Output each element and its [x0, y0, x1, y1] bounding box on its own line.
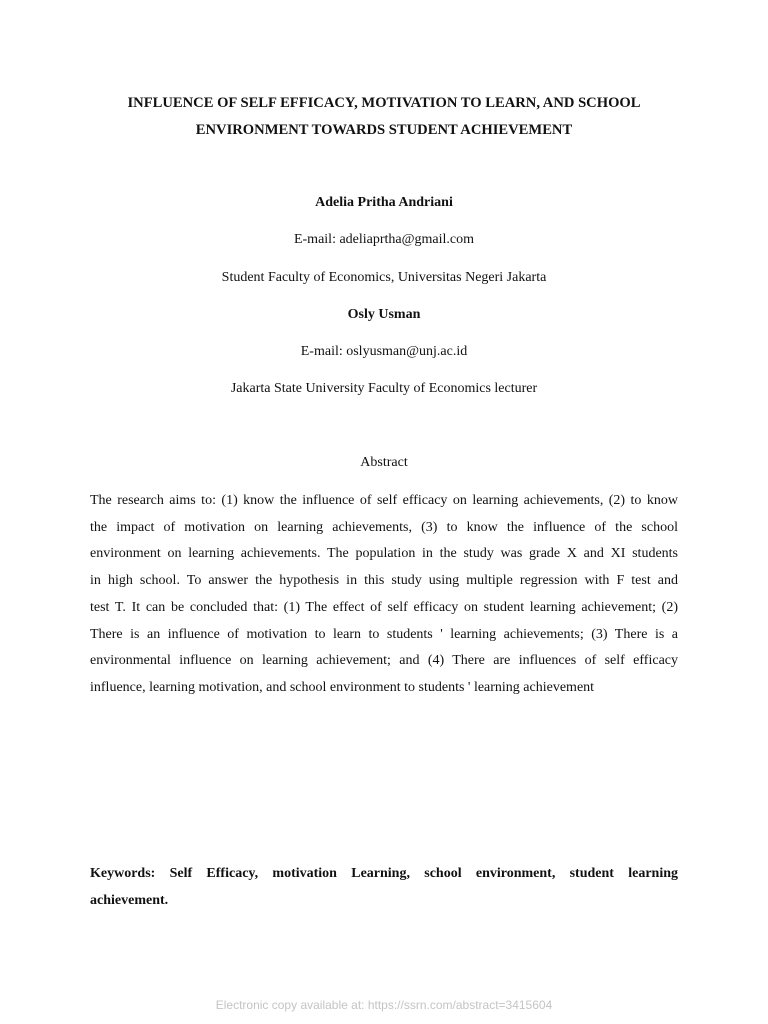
abstract-body	[90, 488, 678, 702]
paper-title	[90, 90, 678, 144]
author-1-email[interactable]: E-mail: adeliaprtha@gmail.com	[293, 232, 475, 247]
abstract-line: The research aims to: (1) know the influence of self efficacy on learning achievements, (2) to know	[90, 493, 678, 508]
paper-title-line-1: INFLUENCE OF SELF EFFICACY, MOTIVATION TO LEARN, AND SCHOOL	[127, 95, 641, 111]
abstract-line: influence, learning motivation, and school environment to students ' learning achievement	[90, 679, 595, 695]
author-1-name: Adelia Pritha Andriani	[315, 195, 453, 210]
ssrn-footer-link[interactable]: Electronic copy available at: https://ssrn.com/abstract=3415604	[215, 998, 553, 1012]
abstract-line: in high school. To answer the hypothesis in this study using multiple regression with F test and	[90, 573, 678, 589]
keywords	[90, 860, 678, 914]
abstract-line: environmental influence on learning achievement; and (4) There are influences of self efficacy	[90, 653, 678, 669]
abstract-line: environment on learning achievements. The population in the study was grade X and XI students	[90, 546, 678, 562]
author-1-affiliation: Student Faculty of Economics, Universitas Negeri Jakarta	[221, 270, 547, 285]
abstract-line: There is an influence of motivation to learn to students ' learning achievements; (3) There is a	[90, 626, 678, 642]
author-2-name: Osly Usman	[347, 307, 421, 322]
abstract-line: the impact of motivation on learning achievements, (3) to know the influence of the school	[90, 519, 678, 535]
author-2-email[interactable]: E-mail: oslyusman@unj.ac.id	[300, 344, 468, 359]
keywords-line-1: Keywords: Self Efficacy, motivation Learning, school environment, student learning	[90, 866, 678, 881]
abstract-heading: Abstract	[360, 455, 408, 470]
keywords-line-2: achievement.	[90, 893, 169, 908]
paper-title-line-2: ENVIRONMENT TOWARDS STUDENT ACHIEVEMENT	[195, 122, 573, 138]
author-2-affiliation: Jakarta State University Faculty of Economics lecturer	[230, 381, 538, 396]
abstract-line: test T. It can be concluded that: (1) The effect of self efficacy on student learning achievement; (2)	[90, 599, 678, 615]
